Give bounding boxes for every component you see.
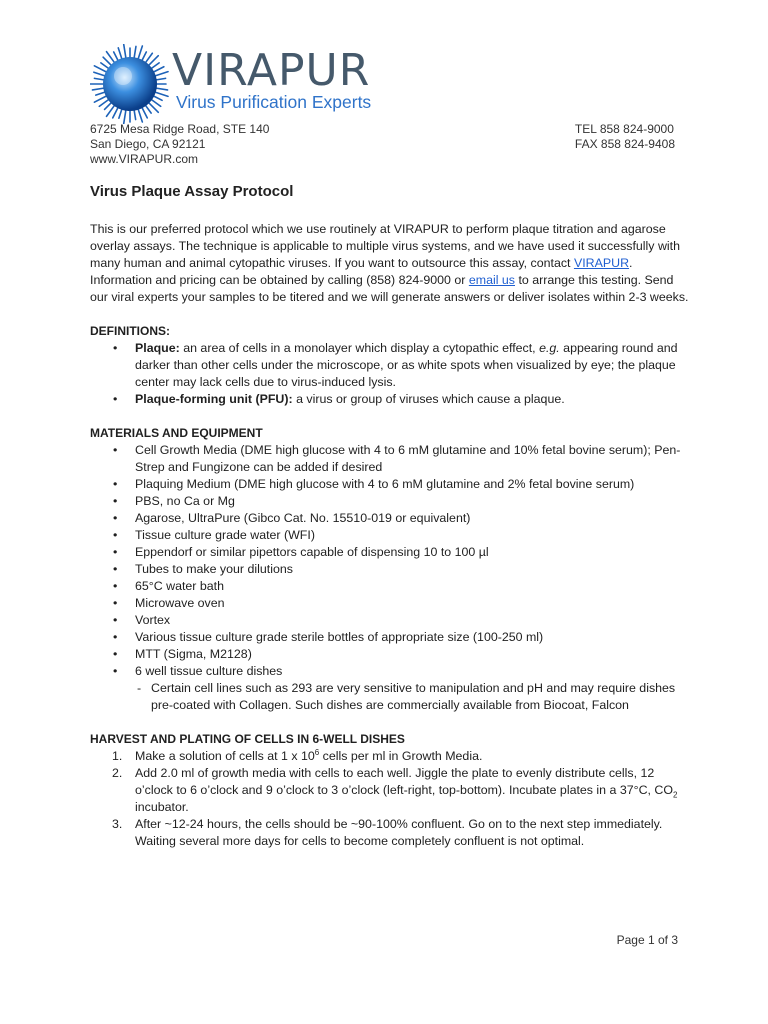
pfu-text: a virus or group of viruses which cause a plaque.: [292, 392, 565, 406]
step2-subscript: 2: [673, 790, 678, 800]
material-item: • Tubes to make your dilutions: [135, 561, 690, 578]
fax-number: FAX 858 824-9408: [574, 137, 675, 151]
material-item-text: 6 well tissue culture dishes: [135, 664, 283, 678]
definitions-heading: DEFINITIONS:: [90, 324, 170, 338]
definition-pfu: [135, 391, 690, 408]
company-address: [90, 122, 269, 167]
definitions-list: [90, 340, 690, 408]
material-item: • Plaquing Medium (DME high glucose with 4 to 6 mM glutamine and 2% fetal bovine serum): [135, 476, 690, 493]
material-item: • Eppendorf or similar pipettors capable of dispensing 10 to 100 µl: [135, 544, 690, 561]
materials-heading: MATERIALS AND EQUIPMENT: [90, 426, 263, 440]
step2-text-a: Add 2.0 ml of growth media with cells to each well. Jiggle the plate to evenly distribute cells, 12 o’clock to 6 o’clock and 9 o’clock to 3 o’clock (left-right, top-bottom). Incubate plates in a 37°C, CO: [135, 766, 674, 797]
step3-text: After ~12-24 hours, the cells should be ~90-100% confluent. Go on to the next step immediately. Waiting several more days for cells to become completely confluent is not optimal.: [135, 817, 663, 848]
page-number: Page 1 of 3: [616, 933, 678, 947]
material-item: • 65°C water bath: [135, 578, 690, 595]
virapur-link[interactable]: VIRAPUR: [573, 256, 630, 270]
intro-text-2: . Information and pricing can be obtained by calling (858) 824-9000 or: [90, 256, 633, 287]
material-item: [135, 663, 690, 714]
material-item: • PBS, no Ca or Mg: [135, 493, 690, 510]
material-item: • Cell Growth Media (DME high glucose with 4 to 6 mM glutamine and 10% fetal bovine serum); Pen-Strep and Fungizone can be added if desired: [135, 442, 690, 476]
material-item: • Agarose, UltraPure (Gibco Cat. No. 15510-019 or equivalent): [135, 510, 690, 527]
address-line-2: San Diego, CA 92121: [90, 137, 206, 151]
plaque-text-b: appearing round and darker than other cells under the microscope, or as white spots when visualized by eye; the plaque center may lack cells due to virus-induced lysis.: [135, 341, 678, 389]
harvest-step: [112, 747, 690, 765]
document-title: Virus Plaque Assay Protocol: [90, 183, 294, 200]
website-link[interactable]: www.VIRAPUR.com: [90, 152, 199, 166]
virus-sphere-icon: [90, 44, 170, 124]
harvest-step: [112, 765, 690, 816]
step1-text-b: cells per ml in Growth Media.: [319, 749, 483, 763]
material-sub-note: - Certain cell lines such as 293 are very sensitive to manipulation and pH and may require dishes pre-coated with Collagen. Such dishes are commercially available from Biocoat, Falcon: [151, 680, 690, 714]
harvest-steps: [90, 748, 690, 850]
company-contact: [575, 122, 675, 152]
definition-plaque: [135, 340, 690, 391]
plaque-eg: e.g.: [539, 341, 560, 355]
email-us-link[interactable]: email us: [468, 273, 515, 287]
material-item: • MTT (Sigma, M2128): [135, 646, 690, 663]
phone-number: TEL 858 824-9000: [574, 122, 674, 136]
intro-paragraph: [90, 221, 690, 306]
address-line-1: 6725 Mesa Ridge Road, STE 140: [90, 122, 270, 136]
intro-text-3: to arrange this testing. Send our viral experts your samples to be titered and we will generate answers or deliver isolates within 2-3 weeks.: [90, 273, 689, 304]
step-number: 2.: [112, 766, 123, 780]
brand-name: VIRAPUR: [172, 45, 371, 96]
step2-text-b: incubator.: [135, 800, 189, 814]
harvest-step: [112, 816, 690, 850]
step-number: 1.: [112, 749, 123, 763]
materials-list: [90, 442, 690, 714]
pfu-term: Plaque-forming unit (PFU):: [135, 392, 293, 406]
document-body: [90, 221, 690, 850]
material-item: • Various tissue culture grade sterile bottles of appropriate size (100-250 ml): [135, 629, 690, 646]
material-item: • Vortex: [135, 612, 690, 629]
plaque-term: Plaque:: [135, 341, 180, 355]
material-sub-list: [135, 680, 690, 714]
step1-superscript: 6: [314, 747, 320, 757]
intro-text-1: This is our preferred protocol which we use routinely at VIRAPUR to perform plaque titration and agarose overlay assays. The technique is applicable to multiple virus systems, and we have used it successfully with many human and animal cytopathic viruses. If you want to outsource this assay, contact: [90, 222, 680, 270]
brand-tagline: Virus Purification Experts: [176, 92, 372, 112]
step1-text-a: Make a solution of cells at 1 x 10: [135, 749, 315, 763]
harvest-heading: HARVEST AND PLATING OF CELLS IN 6-WELL DISHES: [90, 732, 405, 746]
virapur-logo: [90, 44, 390, 124]
step-number: 3.: [112, 817, 123, 831]
material-item: • Tissue culture grade water (WFI): [135, 527, 690, 544]
material-item: • Microwave oven: [135, 595, 690, 612]
plaque-text-a: an area of cells in a monolayer which display a cytopathic effect,: [179, 341, 540, 355]
